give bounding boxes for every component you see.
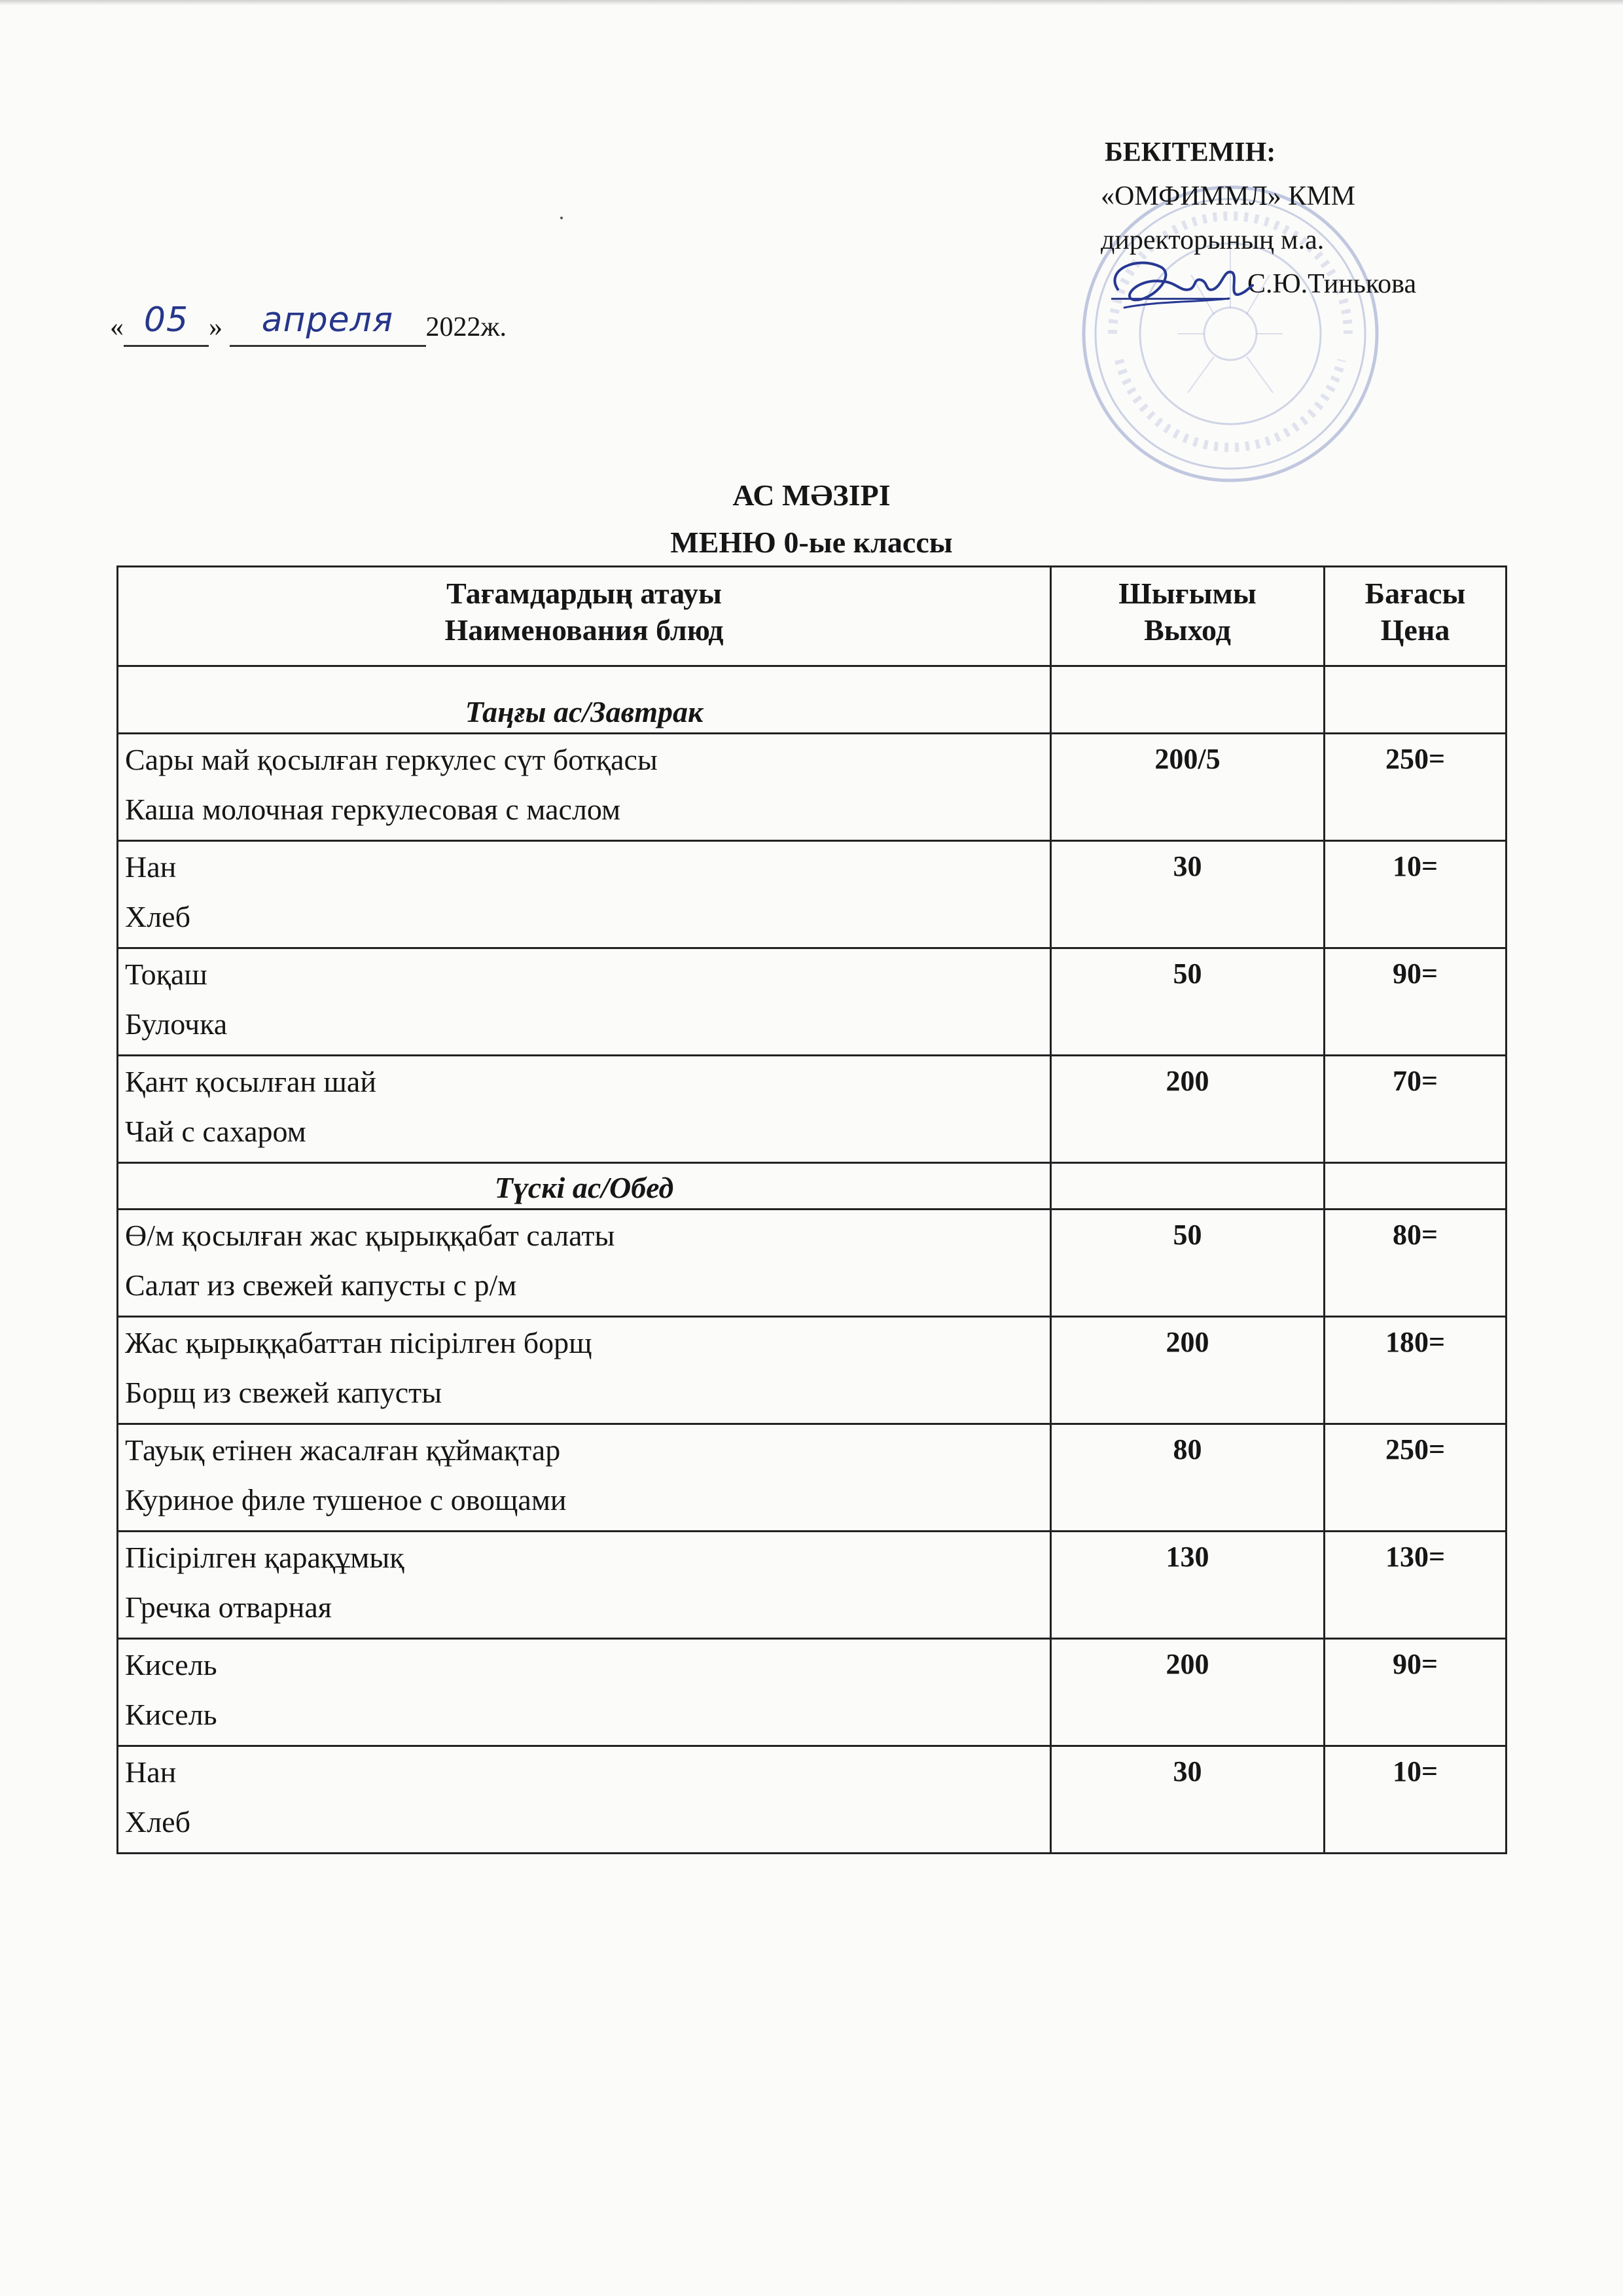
date-day-field bbox=[124, 300, 209, 347]
dish-price: 250= bbox=[1325, 1424, 1507, 1532]
date-month-field bbox=[230, 300, 426, 347]
dish-name-ru: Хлеб bbox=[125, 900, 190, 933]
section-row-lunch bbox=[118, 1163, 1507, 1210]
dish-name-kz: Пісірілген қарақұмық bbox=[125, 1541, 404, 1574]
page-title: АС МӘЗІРІ bbox=[732, 478, 891, 512]
table-row bbox=[118, 1532, 1507, 1639]
table-row bbox=[118, 1424, 1507, 1532]
date-day: 05 bbox=[143, 300, 189, 340]
dish-name-kz: Кисель bbox=[125, 1648, 217, 1681]
section-title: Таңғы ас/Завтрак bbox=[118, 666, 1051, 734]
dish-name-ru: Чай с сахаром bbox=[125, 1115, 306, 1148]
header-dish-name-ru: Наименования блюд bbox=[444, 613, 724, 647]
dish-name-cell bbox=[118, 1210, 1051, 1317]
header-output bbox=[1051, 567, 1325, 666]
signature-mark bbox=[1098, 243, 1255, 329]
table-row bbox=[118, 1056, 1507, 1163]
header-dish-name-kz: Тағамдардың атауы bbox=[446, 577, 722, 610]
date-month: апреля bbox=[261, 300, 394, 340]
dish-price: 180= bbox=[1325, 1317, 1507, 1424]
table-row bbox=[118, 1746, 1507, 1854]
table-row bbox=[118, 841, 1507, 948]
approval-org: «ОМФИММЛ» КММ bbox=[1101, 181, 1356, 211]
approval-signer: С.Ю.Тинькова bbox=[1247, 269, 1417, 299]
dish-name-ru: Кисель bbox=[125, 1698, 217, 1731]
dish-output: 50 bbox=[1051, 948, 1325, 1056]
header-price-ru: Цена bbox=[1380, 613, 1450, 647]
dish-output: 30 bbox=[1051, 841, 1325, 948]
dish-name-ru: Гречка отварная bbox=[125, 1590, 332, 1624]
dish-name-kz: Тоқаш bbox=[125, 958, 207, 991]
dish-name-cell bbox=[118, 841, 1051, 948]
section-title: Түскі ас/Обед bbox=[118, 1163, 1051, 1210]
dish-price: 90= bbox=[1325, 1639, 1507, 1746]
table-row bbox=[118, 734, 1507, 841]
dish-output: 200 bbox=[1051, 1639, 1325, 1746]
dish-name-kz: Жас қырыққабаттан пісірілген борщ bbox=[125, 1326, 592, 1359]
dish-name-cell bbox=[118, 948, 1051, 1056]
dish-name-ru: Каша молочная геркулесовая с маслом bbox=[125, 793, 621, 826]
header-output-kz: Шығымы bbox=[1118, 577, 1257, 610]
empty-cell bbox=[1051, 666, 1325, 734]
empty-cell bbox=[1325, 1163, 1507, 1210]
dish-name-kz: Қант қосылған шай bbox=[125, 1065, 376, 1098]
approval-position: директорының м.а. bbox=[1101, 225, 1325, 255]
approval-title: БЕКІТЕМІН: bbox=[1105, 137, 1276, 168]
dish-name-kz: Нан bbox=[125, 850, 177, 884]
empty-cell bbox=[1325, 666, 1507, 734]
date-close-quote: » bbox=[209, 312, 223, 342]
header-price-kz: Бағасы bbox=[1364, 577, 1466, 610]
header-price bbox=[1325, 567, 1507, 666]
dish-name-cell bbox=[118, 1424, 1051, 1532]
dish-price: 250= bbox=[1325, 734, 1507, 841]
dish-name-cell bbox=[118, 734, 1051, 841]
dish-name-kz: Ө/м қосылған жас қырыққабат салаты bbox=[125, 1219, 615, 1252]
dish-name-ru: Булочка bbox=[125, 1007, 228, 1041]
menu-table bbox=[116, 565, 1507, 1854]
dish-price: 80= bbox=[1325, 1210, 1507, 1317]
dish-output: 80 bbox=[1051, 1424, 1325, 1532]
dish-output: 50 bbox=[1051, 1210, 1325, 1317]
dish-output: 30 bbox=[1051, 1746, 1325, 1854]
dish-price: 90= bbox=[1325, 948, 1507, 1056]
dish-name-cell bbox=[118, 1532, 1051, 1639]
dish-output: 200 bbox=[1051, 1317, 1325, 1424]
dish-price: 10= bbox=[1325, 1746, 1507, 1854]
dish-name-cell bbox=[118, 1746, 1051, 1854]
table-row bbox=[118, 948, 1507, 1056]
header-output-ru: Выход bbox=[1144, 613, 1231, 647]
dish-name-kz: Тауық етінен жасалған құймақтар bbox=[125, 1433, 561, 1467]
table-header-row bbox=[118, 567, 1507, 666]
dish-price: 70= bbox=[1325, 1056, 1507, 1163]
dish-name-ru: Куриное филе тушеное с овощами bbox=[125, 1483, 567, 1516]
scan-edge bbox=[0, 0, 1623, 5]
scan-speck bbox=[560, 217, 563, 219]
dish-output: 200 bbox=[1051, 1056, 1325, 1163]
dish-price: 10= bbox=[1325, 841, 1507, 948]
dish-name-ru: Салат из свежей капусты с р/м bbox=[125, 1268, 517, 1302]
dish-output: 200/5 bbox=[1051, 734, 1325, 841]
page-subtitle: МЕНЮ 0-ые классы bbox=[670, 526, 953, 559]
dish-name-kz: Сары май қосылған геркулес сүт ботқасы bbox=[125, 743, 658, 776]
dish-name-ru: Хлеб bbox=[125, 1805, 190, 1839]
dish-output: 130 bbox=[1051, 1532, 1325, 1639]
dish-name-kz: Нан bbox=[125, 1755, 177, 1789]
date-year: 2022ж. bbox=[425, 312, 507, 342]
section-row-breakfast bbox=[118, 666, 1507, 734]
date-open-quote: « bbox=[110, 312, 124, 342]
dish-name-ru: Борщ из свежей капусты bbox=[125, 1376, 442, 1409]
dish-name-cell bbox=[118, 1639, 1051, 1746]
dish-price: 130= bbox=[1325, 1532, 1507, 1639]
table-row bbox=[118, 1317, 1507, 1424]
dish-name-cell bbox=[118, 1317, 1051, 1424]
date-line bbox=[110, 300, 507, 347]
dish-name-cell bbox=[118, 1056, 1051, 1163]
header-dish-name bbox=[118, 567, 1051, 666]
table-row bbox=[118, 1639, 1507, 1746]
table-row bbox=[118, 1210, 1507, 1317]
empty-cell bbox=[1051, 1163, 1325, 1210]
